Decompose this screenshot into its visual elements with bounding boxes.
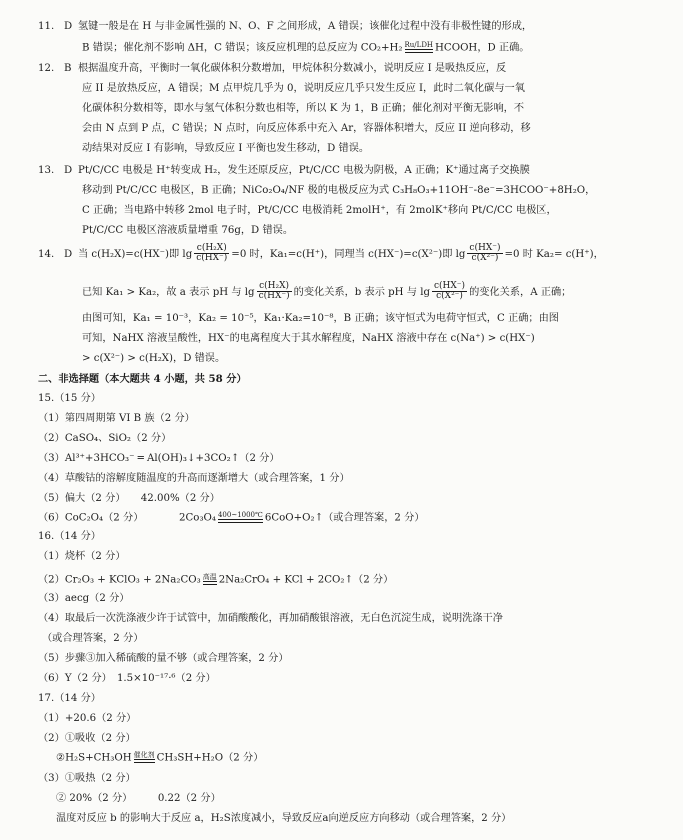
q17-answer-2: （2）①吸收（2 分） [38,733,136,744]
q13-line-3: C 正确；当电路中转移 2mol 电子时，Pt/C/CC 电极消耗 2molH⁺，有 2molK⁺移向 Pt/C/CC 电极区， [82,205,557,216]
fraction [257,282,292,302]
q12-line-5: 动结果对反应 I 有影响，导致反应 I 平衡也发生移动，D 错误。 [82,143,370,154]
reaction-arrow [218,512,263,523]
q14-number: 14. [38,248,55,260]
q17-answer-3: （3）①吸热（2 分） [38,773,136,784]
q16-text-2a: （2）Cr₂O₃ + KClO₃ + 2Na₂CO₃ [38,574,201,586]
fraction-denominator: c(HX⁻) [196,253,228,264]
q11-line-1 [38,22,532,32]
q11-line-2 [82,42,529,54]
arrow-condition: Ru/LDH [404,41,434,49]
q14-line-3: 由图可知，Ka₁ = 10⁻³，Ka₂ = 10⁻⁵，Ka₁·Ka₂=10⁻⁸，B 正确；该守恒式为电荷守恒式，C 正确；由图 [82,313,559,324]
reaction-arrow [134,752,155,763]
q14-line-5: > c(X²⁻) > c(H₂X)，D 错误。 [82,353,226,364]
fraction [467,244,502,264]
q15-text-6a: （6）CoC₂O₄（2 分） 2Co₃O₄ [38,512,216,524]
q17-text-2ba: ②H₂S+CH₃OH [56,752,132,764]
q15-answer-6 [38,512,425,524]
arrow-condition: 高温 [202,573,217,581]
q14-text-2b: 的变化关系，b 表示 pH 与 lg [293,286,430,298]
fraction-numerator: c(HX⁻) [434,281,466,291]
reaction-arrow [203,574,217,585]
q11-number: 11. [38,21,55,32]
q17-text-2bb: CH₃SH+H₂O（2 分） [156,752,264,764]
q15-answer-4: （4）草酸钴的溶解度随温度的升高而逐渐增大（或合理答案，1 分） [38,473,350,484]
q14-text-1b: =0 时，Ka₁=c(H⁺)，同理当 c(HX⁻)=c(X²⁻)即 lg [231,248,466,260]
q17-answer-3c: 温度对反应 b 的影响大于反应 a，H₂S浓度减小，导致反应a向逆反应方向移动（或合理答案，2 分） [56,813,512,824]
q16-heading: 16.（14 分） [38,531,101,542]
q14-text-2c: 的变化关系，A 正确； [469,286,572,298]
section-heading: 二、非选择题（本大题共 4 小题，共 58 分） [38,373,247,385]
q12-answer: B [64,63,72,74]
q16-answer-1: （1）烧杯（2 分） [38,551,126,562]
q14-text-2a: 已知 Ka₁ > Ka₂，故 a 表示 pH 与 lg [82,286,255,298]
q14-text-1a: 当 c(H₂X)=c(HX⁻)即 lg [78,248,193,260]
q12-line-4: 会由 N 点到 P 点，C 错误；N 点时，向反应体系中充入 Ar，容器体积增大，反应 II 逆向移动，移 [82,123,531,134]
fraction [194,244,229,264]
q12-text: 根据温度升高，平衡时一氧化碳体积分数增加，甲烷体积分数减小，说明反应 I 是吸热反应，反 [78,63,507,74]
q16-answer-5: （5）步骤③加入稀硫酸的量不够（或合理答案，2 分） [38,653,289,664]
q16-answer-4: （4）取最后一次洗涤液少许于试管中，加硝酸酸化，再加硝酸银溶液，无白色沉淀生成，说明洗涤干净 [38,613,503,624]
fraction-denominator: c(HX⁻) [258,291,290,302]
q15-answer-2: （2）CaSO₄、SiO₂（2 分） [38,433,172,444]
arrow-condition: 400~1000℃ [217,511,263,519]
q15-answer-5: （5）偏大（2 分） 42.00%（2 分） [38,493,220,504]
q13-number: 13. [38,165,55,176]
q12-line-1 [38,64,506,74]
q14-line-2 [82,282,571,302]
q14-line-4: 可知，NaHX 溶液呈酸性，HX⁻的电离程度大于其水解程度，NaHX 溶液中存在 c(Na⁺) > c(HX⁻) [82,333,535,344]
fraction-numerator: c(H₂X) [194,244,229,254]
q11-answer: D [64,21,73,32]
q14-text-1c: =0 时 Ka₂= c(H⁺)， [504,248,604,260]
q12-number: 12. [38,63,55,74]
q12-line-3: 化碳体积分数相等，即水与氢气体积分数也相等，所以 K 为 1，B 正确；催化剂对平衡无影响，不 [82,103,525,114]
q13-line-1 [38,166,530,176]
q15-heading: 15.（15 分） [38,393,101,404]
fraction-numerator: c(H₂X) [257,282,292,292]
q15-answer-3: （3）Al³⁺+3HCO₃⁻ ═ Al(OH)₃↓+3CO₂↑（2 分） [38,453,280,464]
q12-line-2: 应 II 是放热反应，A 错误；M 点甲烷几乎为 0，说明反应几乎只发生反应 I，此时二氧化碳与一氧 [82,83,525,94]
q13-text: Pt/C/CC 电极是 H⁺转变成 H₂，发生还原反应，Pt/C/CC 电极为阴极，A 正确；K⁺通过离子交换膜 [78,165,530,176]
q14-line-1 [38,244,604,264]
q15-text-6b: 6CoO+O₂↑（或合理答案，2 分） [264,512,425,524]
q17-answer-3b: ② 20%（2 分） 0.22（2 分） [56,793,221,804]
fraction [432,282,467,302]
q16-answer-6: （6）Y（2 分） 1.5×10⁻¹⁷·⁶（2 分） [38,673,216,684]
q13-line-4: Pt/C/CC 电极区溶液质量增重 76g，D 错误。 [82,225,294,236]
q16-answer-4b: （或合理答案，2 分） [42,633,144,644]
q13-answer: D [64,165,73,176]
arrow-condition: 催化剂 [133,751,155,759]
fraction-denominator: c(X²⁻) [471,253,499,264]
q13-line-2: 移动到 Pt/C/CC 电极区，B 正确；NiCo₂O₄/NF 极的电极反应为式 C₃H₈O₃+11OH⁻-8e⁻=3HCOO⁻+8H₂O， [82,185,596,196]
q16-text-2b: 2Na₂CrO₄ + KCl + 2CO₂↑（2 分） [218,574,394,586]
q17-answer-2b [56,752,263,764]
fraction-denominator: c(X²⁻) [436,291,463,302]
q15-answer-1: （1）第四周期第 VI B 族（2 分） [38,413,195,424]
q11-text: 氢键一般是在 H 与非金属性强的 N、O、F 之间形成，A 错误；该催化过程中没有非极性键的形成， [78,21,533,32]
q14-answer: D [64,248,73,260]
q16-answer-3: （3）aecg（2 分） [38,593,130,604]
q17-answer-1: （1）+20.6（2 分） [38,713,137,724]
equilibrium-arrow [405,42,434,53]
q16-answer-2 [38,574,393,586]
q11-text-2a: B 错误；催化剂不影响 ΔH，C 错误；该反应机理的总反应为 CO₂+H₂ [82,42,403,54]
q17-heading: 17.（14 分） [38,693,101,704]
q11-text-2b: HCOOH，D 正确。 [435,42,530,54]
fraction-numerator: c(HX⁻) [469,243,501,253]
